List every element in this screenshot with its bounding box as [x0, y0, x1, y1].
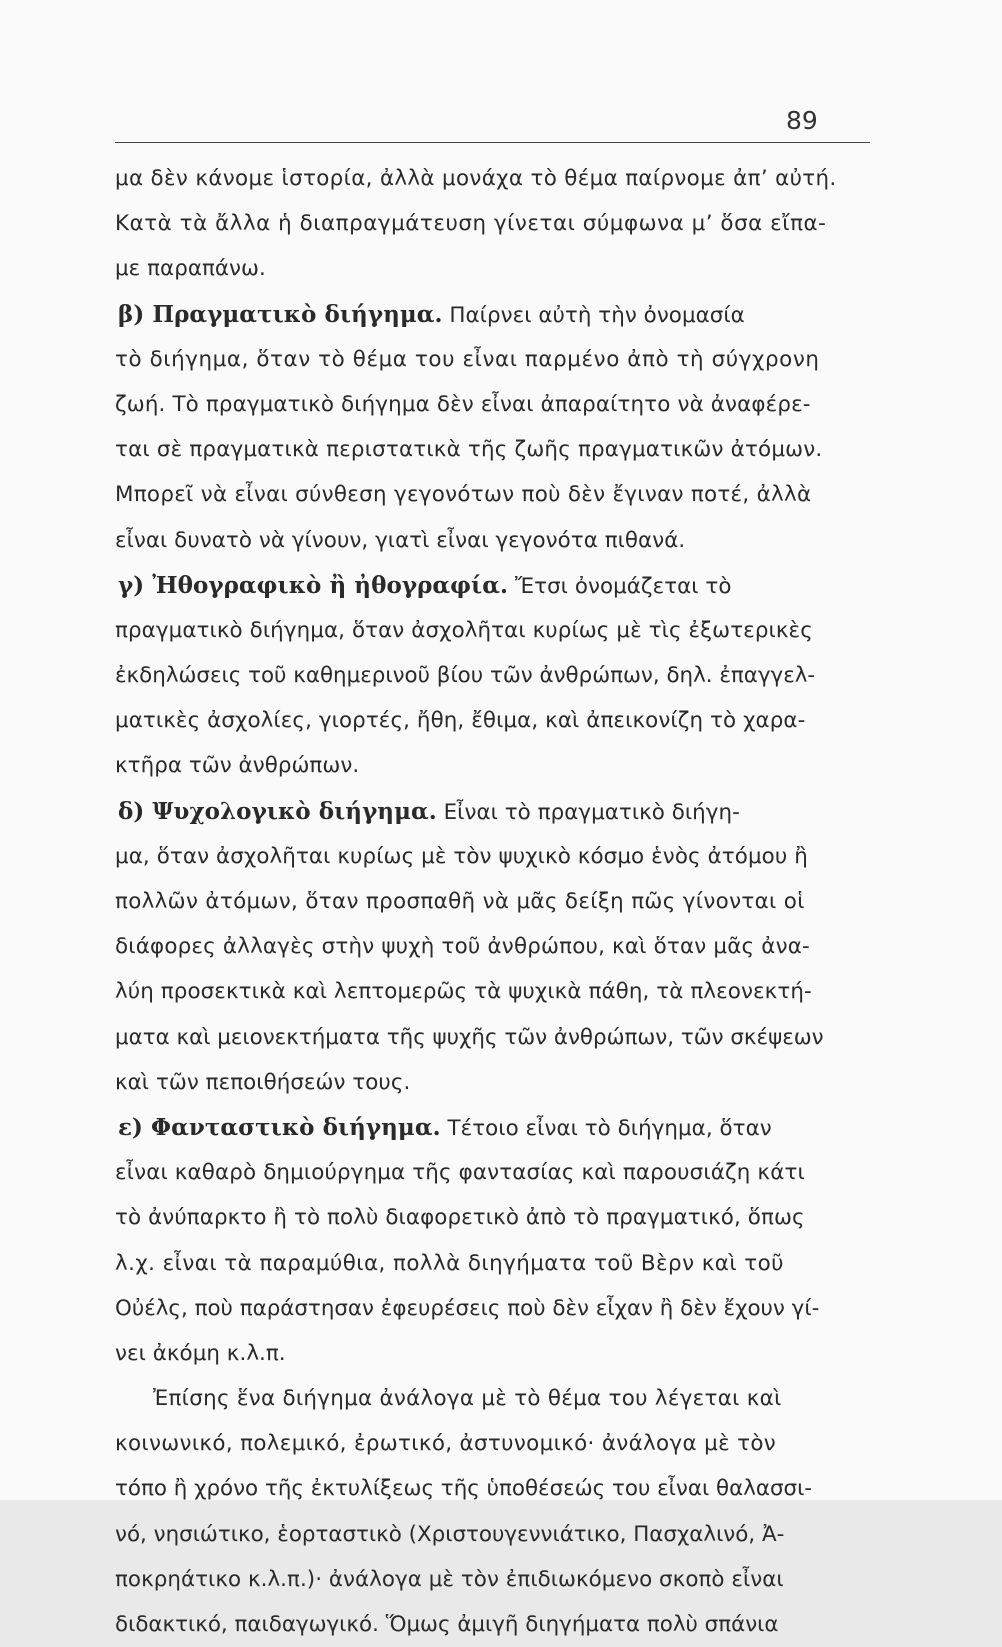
text-line: πολλῶν ἀτόμων, ὅταν προσπαθῆ νὰ μᾶς δείξη πῶς γίνονται οἱ [115, 889, 805, 914]
text-line: διάφορες ἀλλαγὲς στὴν ψυχὴ τοῦ ἀνθρώπου, καὶ ὅταν μᾶς ἀνα- [115, 934, 810, 960]
text-line: με παραπάνω. [115, 256, 266, 282]
text-line: εἶναι καθαρὸ δημιούργημα τῆς φαντασίας καὶ παρουσιάζη κάτι [115, 1160, 805, 1186]
text-line: μα, ὅταν ἀσχολῆται κυρίως μὲ τὸν ψυχικὸ κόσμο ἑνὸς ἀτόμου ἢ [115, 843, 808, 869]
text-line: λ.χ. εἶναι τὰ παραμύθια, πολλὰ διηγήματα τοῦ Βὲρν καὶ τοῦ [115, 1250, 784, 1276]
text-line: λύη προσεκτικὰ καὶ λεπτομερῶς τὰ ψυχικὰ πάθη, τὰ πλεονεκτή- [115, 979, 812, 1005]
section-first-line [115, 789, 870, 834]
text-line: ποκρηάτικο κ.λ.π.)· ἀνάλογα μὲ τὸν ἐπιδιωκόμενο σκοπὸ εἶναι [115, 1566, 784, 1592]
text-line: διδακτικό, παιδαγωγικό. Ὅμως ἀμιγῆ διηγήματα πολὺ σπάνια [115, 1612, 779, 1637]
text-line: κτῆρα τῶν ἀνθρώπων. [115, 753, 360, 779]
text-run: Παίρνει αὐτὴ τὴν ὀνομασία [442, 302, 745, 328]
section-heading: γ) Ἠθογραφικὸ ἢ ἠθογραφία. [118, 571, 509, 599]
text-line: Οὐέλς, ποὺ παράστησαν ἐφευρέσεις ποὺ δὲν εἶχαν ἢ δὲν ἔχουν γί- [115, 1295, 820, 1321]
text-line: ματικὲς ἀσχολίες, γιορτές, ἤθη, ἔθιμα, καὶ ἀπεικονίζη τὸ χαρα- [115, 708, 806, 734]
section-psychologiko [115, 789, 870, 1105]
section-fantastiko [115, 1105, 870, 1376]
text-line: τὸ διήγημα, ὅταν τὸ θέμα του εἶναι παρμένο ἀπὸ τὴ σύγχρονη [115, 346, 820, 372]
section-heading: β) Πραγματικὸ διήγημα. [118, 300, 443, 328]
text-line: Μπορεῖ νὰ εἶναι σύνθεση γεγονότων ποὺ δὲν ἔγιναν ποτέ, ἀλλὰ [115, 482, 812, 508]
body-text [115, 156, 870, 1647]
text-line: νό, νησιώτικο, ἑορταστικὸ (Χριστουγεννιάτικο, Πασχαλινό, Ἀ- [115, 1521, 785, 1547]
section-first-line [115, 1105, 870, 1150]
paragraph-episis [115, 1376, 870, 1647]
text-line: νει ἀκόμη κ.λ.π. [115, 1340, 286, 1366]
text-line: καὶ τῶν πεποιθήσεών τους. [115, 1069, 411, 1095]
paragraph-continuation [115, 156, 870, 292]
section-heading: ε) Φανταστικὸ διήγημα. [118, 1113, 441, 1141]
text-line: τὸ ἀνύπαρκτο ἢ τὸ πολὺ διαφορετικὸ ἀπὸ τὸ πραγματικό, ὅπως [115, 1205, 805, 1231]
section-heading: δ) Ψυχολογικὸ διήγημα. [118, 797, 437, 825]
text-line: Κατὰ τὰ ἄλλα ἡ διαπραγμάτευση γίνεται σύμφωνα μ’ ὅσα εἴπα- [115, 211, 827, 237]
text-run: Ἔτσι ὀνομάζεται τὸ [508, 573, 732, 599]
text-line: Ἐπίσης ἕνα διήγημα ἀνάλογα μὲ τὸ θέμα του λέγεται καὶ [153, 1386, 782, 1412]
page-number: 89 [786, 106, 818, 135]
section-first-line [115, 292, 870, 337]
text-line: εἶναι δυνατὸ νὰ γίνουν, γιατὶ εἶναι γεγονότα πιθανά. [115, 527, 686, 553]
text-line: ἐκδηλώσεις τοῦ καθημερινοῦ βίου τῶν ἀνθρώπων, δηλ. ἐπαγγελ- [115, 663, 816, 689]
section-first-line [115, 563, 870, 608]
text-run: Τέτοιο εἶναι τὸ διήγημα, ὅταν [440, 1115, 772, 1141]
text-line: ται σὲ πραγματικὰ περιστατικὰ τῆς ζωῆς πραγματικῶν ἀτόμων. [115, 437, 823, 463]
text-line: πραγματικὸ διήγημα, ὅταν ἀσχολῆται κυρίως μὲ τὶς ἐξωτερικὲς [115, 617, 813, 643]
section-pragmatiko [115, 292, 870, 563]
header-rule [115, 142, 870, 143]
text-line: ζωή. Τὸ πραγματικὸ διήγημα δὲν εἶναι ἀπαραίτητο νὰ ἀναφέρε- [115, 391, 811, 417]
text-run: Εἶναι τὸ πραγματικὸ διήγη- [436, 799, 740, 825]
text-line: μα δὲν κάνομε ἱστορία, ἀλλὰ μονάχα τὸ θέμα παίρνομε ἀπ’ αὐτή. [115, 166, 837, 191]
text-line: τόπο ἢ χρόνο τῆς ἐκτυλίξεως τῆς ὑποθέσεώς του εἶναι θαλασσι- [115, 1476, 813, 1502]
text-line: κοινωνικό, πολεμικό, ἐρωτικό, ἀστυνομικό· ἀνάλογα μὲ τὸν [115, 1431, 777, 1457]
section-ithografiko [115, 563, 870, 789]
text-line: ματα καὶ μειονεκτήματα τῆς ψυχῆς τῶν ἀνθρώπων, τῶν σκέψεων [115, 1024, 824, 1050]
